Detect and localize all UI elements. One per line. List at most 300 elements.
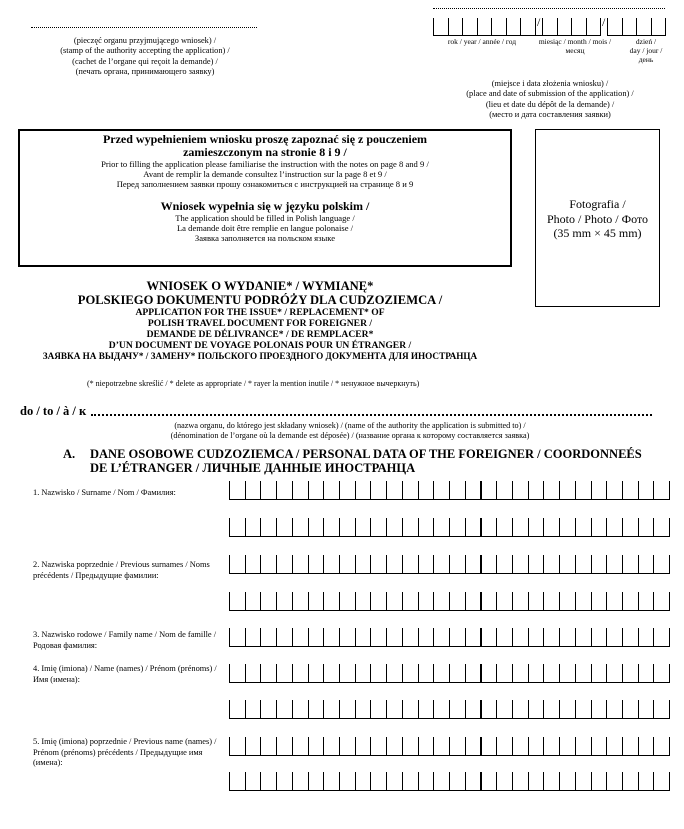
surname-char-box[interactable] (370, 518, 387, 537)
name-char-box[interactable] (339, 664, 356, 683)
surname-char-box[interactable] (496, 481, 513, 500)
previous-surnames-char-box[interactable] (638, 592, 655, 611)
previous-surnames-char-box[interactable] (245, 592, 262, 611)
previous-surnames-char-box[interactable] (622, 555, 639, 574)
name-char-box[interactable] (591, 700, 608, 719)
surname-char-box[interactable] (543, 481, 560, 500)
previous-surnames-char-box[interactable] (528, 555, 545, 574)
previous-name-char-box[interactable] (559, 772, 576, 791)
previous-name-char-box[interactable] (339, 772, 356, 791)
stamp-caption-line: (cachet de l’organe qui reçoit la demande) / (72, 56, 218, 66)
place-caption-line: (miejsce i data złożenia wniosku) / (491, 79, 609, 88)
previous-name-char-box[interactable] (575, 772, 592, 791)
authority-caption-line2: (dénomination de l’organe où la demande est déposée) / (название органа к которому составляется заявка) (170, 431, 530, 441)
date-digit-box[interactable] (520, 18, 536, 36)
name-char-box[interactable] (606, 700, 623, 719)
notice-lang-title: Wniosek wypełnia się w języku polskim / (160, 198, 370, 213)
surname-char-box[interactable] (559, 518, 576, 537)
previous-surnames-char-box[interactable] (402, 555, 419, 574)
previous-surnames-char-box[interactable] (339, 555, 356, 574)
notice-lang-ru: Заявка заполняется на польском языке (194, 233, 336, 244)
surname-char-box[interactable] (591, 481, 608, 500)
previous-surnames-char-box[interactable] (355, 592, 372, 611)
surname-char-box[interactable] (339, 518, 356, 537)
field-5-label (33, 737, 233, 769)
previous-surnames-char-box[interactable] (606, 555, 623, 574)
name-char-box[interactable] (528, 664, 545, 683)
name-char-box[interactable] (622, 664, 639, 683)
name-char-box[interactable] (638, 664, 655, 683)
previous-name-char-box[interactable] (260, 772, 277, 791)
surname-char-box[interactable] (339, 481, 356, 500)
previous-surnames-char-box[interactable] (575, 592, 592, 611)
family-name-char-box[interactable] (355, 628, 372, 647)
family-name-char-box[interactable] (370, 628, 387, 647)
previous-name-char-box[interactable] (386, 772, 403, 791)
previous-name-char-box[interactable] (653, 772, 670, 791)
name-char-box[interactable] (591, 664, 608, 683)
previous-name-char-box[interactable] (543, 737, 560, 756)
name-char-box[interactable] (339, 700, 356, 719)
date-digit-box[interactable] (462, 18, 478, 36)
previous-surnames-char-box[interactable] (245, 555, 262, 574)
surname-char-box[interactable] (229, 481, 246, 500)
surname-char-box[interactable] (260, 481, 277, 500)
name-char-box[interactable] (622, 700, 639, 719)
previous-name-char-box[interactable] (496, 772, 513, 791)
previous-name-char-box[interactable] (481, 772, 498, 791)
previous-surnames-char-box[interactable] (276, 555, 293, 574)
previous-name-char-box[interactable] (229, 772, 246, 791)
previous-surnames-char-box[interactable] (465, 555, 482, 574)
surname-char-box[interactable] (308, 481, 325, 500)
name-char-box[interactable] (481, 664, 498, 683)
field-4-label-line1: 4. Imię (imiona) / Name (names) / Prénom (prénoms) / (33, 664, 217, 673)
previous-name-char-box[interactable] (465, 772, 482, 791)
previous-surnames-char-box[interactable] (543, 555, 560, 574)
previous-surnames-char-box[interactable] (528, 592, 545, 611)
date-digit-box[interactable] (636, 18, 652, 36)
previous-name-char-box[interactable] (418, 772, 435, 791)
name-char-box[interactable] (559, 700, 576, 719)
surname-char-box[interactable] (355, 481, 372, 500)
previous-name-char-box[interactable] (622, 772, 639, 791)
previous-name-char-box[interactable] (402, 772, 419, 791)
authority-input-line[interactable] (91, 414, 652, 416)
name-char-box[interactable] (292, 664, 309, 683)
previous-name-char-box[interactable] (433, 737, 450, 756)
date-digit-box[interactable] (506, 18, 522, 36)
name-char-box[interactable] (355, 664, 372, 683)
name-char-box[interactable] (260, 700, 277, 719)
previous-surnames-char-box[interactable] (402, 592, 419, 611)
day-label-ru: день (638, 55, 654, 64)
previous-surnames-char-box[interactable] (433, 592, 450, 611)
previous-name-char-box[interactable] (229, 737, 246, 756)
previous-surnames-char-box[interactable] (339, 592, 356, 611)
surname-char-box[interactable] (323, 481, 340, 500)
previous-name-char-box[interactable] (245, 772, 262, 791)
name-char-box[interactable] (245, 664, 262, 683)
field-2-label-line1: 2. Nazwiska poprzednie / Previous surnames / Noms (33, 560, 210, 569)
place-dotted-line (433, 8, 665, 9)
date-digit-box[interactable] (586, 18, 602, 36)
previous-name-char-box[interactable] (465, 737, 482, 756)
surname-char-box[interactable] (622, 518, 639, 537)
previous-name-char-box[interactable] (449, 737, 466, 756)
surname-char-box[interactable] (622, 481, 639, 500)
name-char-box[interactable] (386, 664, 403, 683)
family-name-char-box[interactable] (496, 628, 513, 647)
previous-surnames-char-box[interactable] (591, 592, 608, 611)
name-char-box[interactable] (323, 664, 340, 683)
previous-surnames-char-box[interactable] (591, 555, 608, 574)
previous-name-char-box[interactable] (402, 737, 419, 756)
previous-name-char-box[interactable] (418, 737, 435, 756)
surname-char-box[interactable] (606, 481, 623, 500)
previous-name-char-box[interactable] (622, 737, 639, 756)
surname-char-box[interactable] (575, 518, 592, 537)
stamp-dotted-line (31, 27, 257, 28)
previous-surnames-char-box[interactable] (559, 592, 576, 611)
previous-surnames-char-box[interactable] (292, 592, 309, 611)
previous-name-char-box[interactable] (638, 772, 655, 791)
place-caption-line: (place and date of submission of the application) / (466, 89, 634, 99)
surname-char-box[interactable] (465, 481, 482, 500)
family-name-char-box[interactable] (339, 628, 356, 647)
previous-surnames-char-box[interactable] (606, 592, 623, 611)
date-digit-box[interactable] (557, 18, 573, 36)
name-char-box[interactable] (606, 664, 623, 683)
previous-name-char-box[interactable] (606, 772, 623, 791)
previous-name-char-box[interactable] (653, 737, 670, 756)
previous-surnames-char-box[interactable] (465, 592, 482, 611)
previous-name-char-box[interactable] (292, 772, 309, 791)
notice-ru: Перед заполнением заявки прошу ознакомиться с инструкцией на странице 8 и 9 (116, 179, 414, 190)
family-name-char-box[interactable] (449, 628, 466, 647)
name-char-box[interactable] (481, 700, 498, 719)
name-char-box[interactable] (465, 664, 482, 683)
date-digit-box[interactable] (448, 18, 464, 36)
surname-char-box[interactable] (323, 518, 340, 537)
surname-char-box[interactable] (402, 481, 419, 500)
family-name-char-box[interactable] (465, 628, 482, 647)
previous-surnames-char-box[interactable] (433, 555, 450, 574)
previous-surnames-char-box[interactable] (512, 555, 529, 574)
surname-char-box[interactable] (638, 481, 655, 500)
family-name-char-box[interactable] (418, 628, 435, 647)
surname-char-box[interactable] (245, 518, 262, 537)
photo-caption (535, 197, 660, 241)
name-char-box[interactable] (575, 664, 592, 683)
family-name-char-box[interactable] (292, 628, 309, 647)
family-name-char-box[interactable] (276, 628, 293, 647)
name-char-box[interactable] (418, 700, 435, 719)
name-char-box[interactable] (465, 700, 482, 719)
name-char-box[interactable] (433, 664, 450, 683)
previous-surnames-char-box[interactable] (308, 592, 325, 611)
family-name-char-box[interactable] (229, 628, 246, 647)
previous-surnames-char-box[interactable] (653, 555, 670, 574)
date-digit-box[interactable] (477, 18, 493, 36)
name-char-box[interactable] (449, 664, 466, 683)
name-char-box[interactable] (355, 700, 372, 719)
name-char-box[interactable] (370, 664, 387, 683)
surname-char-box[interactable] (308, 518, 325, 537)
previous-name-char-box[interactable] (370, 772, 387, 791)
surname-char-box[interactable] (276, 481, 293, 500)
surname-char-box[interactable] (449, 518, 466, 537)
previous-name-char-box[interactable] (606, 737, 623, 756)
surname-char-box[interactable] (591, 518, 608, 537)
family-name-char-box[interactable] (622, 628, 639, 647)
previous-surnames-char-box[interactable] (323, 555, 340, 574)
previous-surnames-char-box[interactable] (276, 592, 293, 611)
previous-name-char-box[interactable] (355, 772, 372, 791)
previous-name-char-box[interactable] (308, 737, 325, 756)
previous-surnames-char-box[interactable] (418, 592, 435, 611)
previous-name-char-box[interactable] (386, 737, 403, 756)
previous-name-char-box[interactable] (449, 772, 466, 791)
family-name-char-box[interactable] (433, 628, 450, 647)
family-name-char-box[interactable] (559, 628, 576, 647)
name-char-box[interactable] (229, 700, 246, 719)
family-name-char-box[interactable] (528, 628, 545, 647)
previous-surnames-char-box[interactable] (308, 555, 325, 574)
surname-char-box[interactable] (292, 518, 309, 537)
surname-char-box[interactable] (481, 518, 498, 537)
surname-char-box[interactable] (512, 481, 529, 500)
family-name-char-box[interactable] (260, 628, 277, 647)
name-char-box[interactable] (402, 700, 419, 719)
previous-surnames-char-box[interactable] (292, 555, 309, 574)
heading-line4: POLISH TRAVEL DOCUMENT FOR FOREIGNER / (147, 318, 373, 329)
authority-caption-line1: (nazwa organu, do którego jest składany wniosek) / (name of the authority the application is submitted to) / (174, 421, 526, 430)
previous-surnames-char-box[interactable] (323, 592, 340, 611)
surname-char-box[interactable] (276, 518, 293, 537)
surname-char-box[interactable] (512, 518, 529, 537)
name-char-box[interactable] (559, 664, 576, 683)
surname-char-box[interactable] (386, 481, 403, 500)
family-name-char-box[interactable] (638, 628, 655, 647)
name-char-box[interactable] (308, 700, 325, 719)
previous-name-char-box[interactable] (559, 737, 576, 756)
date-separator: / (602, 15, 606, 29)
previous-name-char-box[interactable] (323, 772, 340, 791)
previous-surnames-char-box[interactable] (622, 592, 639, 611)
surname-char-box[interactable] (418, 481, 435, 500)
name-char-box[interactable] (308, 664, 325, 683)
previous-surnames-char-box[interactable] (370, 592, 387, 611)
name-char-box[interactable] (449, 700, 466, 719)
surname-char-box[interactable] (245, 481, 262, 500)
name-char-box[interactable] (323, 700, 340, 719)
previous-surnames-char-box[interactable] (355, 555, 372, 574)
family-name-char-box[interactable] (606, 628, 623, 647)
surname-char-box[interactable] (260, 518, 277, 537)
previous-surnames-char-box[interactable] (449, 592, 466, 611)
name-char-box[interactable] (653, 664, 670, 683)
name-char-box[interactable] (402, 664, 419, 683)
date-digit-box[interactable] (622, 18, 638, 36)
name-char-box[interactable] (496, 664, 513, 683)
name-char-box[interactable] (496, 700, 513, 719)
family-name-char-box[interactable] (386, 628, 403, 647)
previous-name-char-box[interactable] (433, 772, 450, 791)
name-char-box[interactable] (512, 700, 529, 719)
previous-surnames-char-box[interactable] (481, 555, 498, 574)
previous-surnames-char-box[interactable] (638, 555, 655, 574)
previous-name-char-box[interactable] (543, 772, 560, 791)
field-2-label (33, 560, 233, 581)
place-caption-line: (место и дата составления заявки) (489, 110, 611, 120)
previous-surnames-char-box[interactable] (260, 555, 277, 574)
date-digit-box[interactable] (571, 18, 587, 36)
section-a-title-line1: DANE OSOBOWE CUDZOZIEMCA / PERSONAL DATA OF THE FOREIGNER / COORDONNEÉS (90, 447, 642, 461)
field-5-label-line2: Prénom (prénoms) précédents / Предыдущие имя (33, 747, 203, 757)
date-digit-box[interactable] (491, 18, 507, 36)
family-name-char-box[interactable] (481, 628, 498, 647)
date-digit-box[interactable] (607, 18, 623, 36)
name-char-box[interactable] (433, 700, 450, 719)
field-2-label-line2: précédents / Предыдущие фамилии: (33, 570, 159, 580)
surname-char-box[interactable] (528, 481, 545, 500)
surname-char-box[interactable] (528, 518, 545, 537)
notice-en: Prior to filling the application please familiarise the instruction with the notes on page 8 and 9 / (101, 159, 429, 169)
previous-name-char-box[interactable] (512, 737, 529, 756)
name-char-box[interactable] (245, 700, 262, 719)
family-name-char-box[interactable] (245, 628, 262, 647)
previous-surnames-char-box[interactable] (496, 592, 513, 611)
surname-char-box[interactable] (433, 518, 450, 537)
name-char-box[interactable] (543, 700, 560, 719)
previous-name-char-box[interactable] (528, 737, 545, 756)
surname-char-box[interactable] (433, 481, 450, 500)
previous-name-char-box[interactable] (591, 737, 608, 756)
surname-char-box[interactable] (402, 518, 419, 537)
surname-char-box[interactable] (370, 481, 387, 500)
previous-surnames-char-box[interactable] (386, 592, 403, 611)
previous-surnames-char-box[interactable] (260, 592, 277, 611)
surname-char-box[interactable] (386, 518, 403, 537)
previous-surnames-char-box[interactable] (481, 592, 498, 611)
previous-surnames-char-box[interactable] (386, 555, 403, 574)
previous-name-char-box[interactable] (355, 737, 372, 756)
name-char-box[interactable] (370, 700, 387, 719)
previous-name-char-box[interactable] (528, 772, 545, 791)
previous-surnames-char-box[interactable] (653, 592, 670, 611)
previous-name-char-box[interactable] (638, 737, 655, 756)
name-char-box[interactable] (543, 664, 560, 683)
surname-char-box[interactable] (465, 518, 482, 537)
family-name-char-box[interactable] (323, 628, 340, 647)
section-a-title-line2: DE L’ÉTRANGER / ЛИЧНЫЕ ДАННЫЕ ИНОСТРАНЦА (90, 461, 416, 475)
surname-char-box[interactable] (449, 481, 466, 500)
family-name-char-box[interactable] (591, 628, 608, 647)
surname-char-box[interactable] (575, 481, 592, 500)
previous-name-char-box[interactable] (292, 737, 309, 756)
surname-char-box[interactable] (355, 518, 372, 537)
surname-char-box[interactable] (496, 518, 513, 537)
surname-char-box[interactable] (543, 518, 560, 537)
family-name-char-box[interactable] (512, 628, 529, 647)
family-name-char-box[interactable] (653, 628, 670, 647)
family-name-char-box[interactable] (402, 628, 419, 647)
previous-name-char-box[interactable] (370, 737, 387, 756)
previous-surnames-char-box[interactable] (512, 592, 529, 611)
family-name-char-box[interactable] (575, 628, 592, 647)
name-char-box[interactable] (418, 664, 435, 683)
previous-name-char-box[interactable] (481, 737, 498, 756)
name-char-box[interactable] (292, 700, 309, 719)
previous-surnames-char-box[interactable] (418, 555, 435, 574)
notice-content (20, 133, 510, 243)
field-1-label-line1: 1. Nazwisko / Surname / Nom / Фамилия: (33, 488, 176, 497)
previous-name-char-box[interactable] (591, 772, 608, 791)
previous-name-char-box[interactable] (308, 772, 325, 791)
date-digit-box[interactable] (651, 18, 667, 36)
previous-name-char-box[interactable] (512, 772, 529, 791)
surname-char-box[interactable] (606, 518, 623, 537)
previous-name-char-box[interactable] (245, 737, 262, 756)
previous-surnames-char-box[interactable] (449, 555, 466, 574)
surname-char-box[interactable] (559, 481, 576, 500)
date-digit-box[interactable] (433, 18, 449, 36)
previous-name-char-box[interactable] (575, 737, 592, 756)
previous-surnames-char-box[interactable] (229, 592, 246, 611)
name-char-box[interactable] (260, 664, 277, 683)
surname-char-box[interactable] (638, 518, 655, 537)
previous-name-char-box[interactable] (276, 772, 293, 791)
name-char-box[interactable] (653, 700, 670, 719)
surname-char-box[interactable] (292, 481, 309, 500)
name-char-box[interactable] (276, 664, 293, 683)
surname-char-box[interactable] (229, 518, 246, 537)
previous-surnames-char-box[interactable] (543, 592, 560, 611)
previous-surnames-char-box[interactable] (575, 555, 592, 574)
family-name-char-box[interactable] (308, 628, 325, 647)
surname-char-box[interactable] (653, 518, 670, 537)
photo-caption-line3: (35 mm × 45 mm) (553, 226, 642, 240)
previous-name-char-box[interactable] (339, 737, 356, 756)
field-3-label-line2: Родовая фамилия: (33, 640, 98, 650)
previous-name-char-box[interactable] (276, 737, 293, 756)
photo-caption-line1: Fotografia / (569, 197, 626, 211)
surname-char-box[interactable] (481, 481, 498, 500)
name-char-box[interactable] (229, 664, 246, 683)
family-name-char-box[interactable] (543, 628, 560, 647)
name-char-box[interactable] (386, 700, 403, 719)
previous-name-char-box[interactable] (323, 737, 340, 756)
previous-name-char-box[interactable] (260, 737, 277, 756)
month-label-ru: месяц (565, 46, 585, 55)
name-char-box[interactable] (528, 700, 545, 719)
surname-char-box[interactable] (653, 481, 670, 500)
previous-surnames-char-box[interactable] (229, 555, 246, 574)
date-digit-box[interactable] (542, 18, 558, 36)
previous-surnames-char-box[interactable] (370, 555, 387, 574)
surname-char-box[interactable] (418, 518, 435, 537)
notice-fr: Avant de remplir la demande consultez l’instruction sur la page 8 et 9 / (143, 169, 387, 180)
previous-surnames-char-box[interactable] (559, 555, 576, 574)
name-char-box[interactable] (638, 700, 655, 719)
previous-name-char-box[interactable] (496, 737, 513, 756)
name-char-box[interactable] (512, 664, 529, 683)
name-char-box[interactable] (276, 700, 293, 719)
previous-surnames-char-box[interactable] (496, 555, 513, 574)
name-char-box[interactable] (575, 700, 592, 719)
notice-title-line2: zamieszczonym na stronie 8 i 9 / (183, 145, 347, 159)
